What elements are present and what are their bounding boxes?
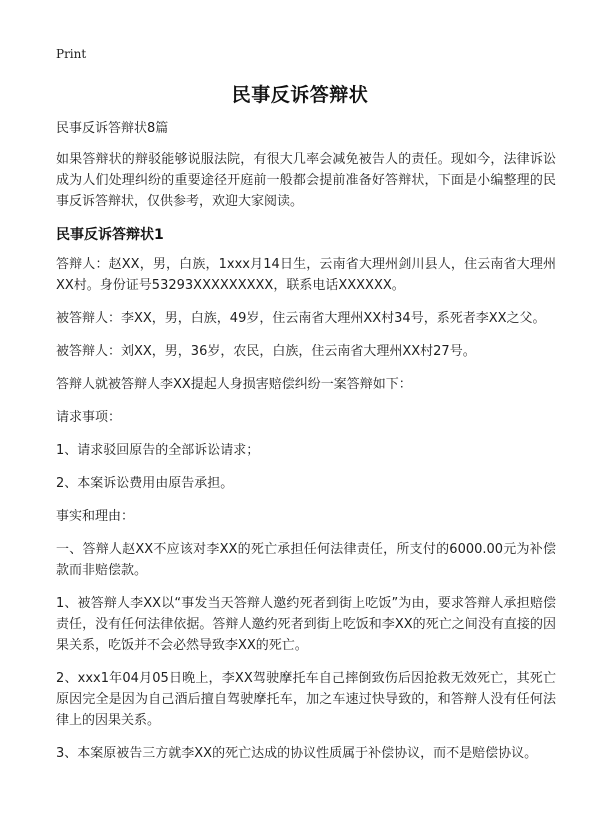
document-subtitle: 民事反诉答辩状8篇 (56, 121, 169, 136)
paragraph-statement: 答辩人就被答辩人李XX提起人身损害赔偿纠纷一案答辩如下： (56, 377, 412, 392)
paragraph-defendant-2: 被答辩人：刘XX，男，36岁，农民，白族，住云南省大理州XX村27号。 (56, 344, 476, 359)
paragraph-fact-3: 3、本案原被告三方就李XX的死亡达成的协议性质属于补偿协议，而不是赔偿协议。 (56, 746, 538, 761)
paragraph-defendant-1: 被答辩人：李XX，男，白族，49岁，住云南省大理州XX村34号，系死者李XX之父。 (56, 311, 546, 326)
document-body (56, 118, 556, 776)
print-label: Print (56, 47, 87, 61)
page-title: 民事反诉答辩状 (231, 84, 369, 106)
intro-paragraph: 如果答辩状的辩驳能够说服法院，有很大几率会减免被告人的责任。现如今，法律诉讼成为人们处理纠纷的重要途径开庭前一般都会提前准备好答辩状，下面是小编整理的民事反诉答辩状，仅供参考，欢迎大家阅读。 (56, 152, 556, 209)
paragraph-claim-2: 2、本案诉讼费用由原告承担。 (56, 476, 234, 491)
paragraph-claims-heading: 请求事项： (56, 410, 122, 425)
paragraph-facts-heading: 事实和理由： (56, 509, 135, 524)
paragraph-fact-main: 一、答辩人赵XX不应该对李XX的死亡承担任何法律责任，所支付的6000.00元为补偿款而非赔偿款。 (56, 542, 556, 578)
paragraph-respondent: 答辩人：赵XX，男，白族，1xxx月14日生，云南省大理州剑川县人，住云南省大理州XX村。身份证号53293XXXXXXXXX，联系电话XXXXXX。 (56, 257, 556, 293)
paragraph-claim-1: 1、请求驳回原告的全部诉讼请求； (56, 443, 260, 458)
paragraph-fact-1: 1、被答辩人李XX以“事发当天答辩人邀约死者到街上吃饭”为由，要求答辩人承担赔偿责任，没有任何法律依据。答辩人邀约死者到街上吃饭和李XX的死亡之间没有直接的因果关系，吃饭并不会必然导致李XX的死亡。 (56, 596, 556, 653)
section-heading: 民事反诉答辩状1 (56, 227, 164, 243)
paragraph-fact-2: 2、xxx1年04月05日晚上，李XX驾驶摩托车自己摔倒致伤后因抢救无效死亡，其死亡原因完全是因为自己酒后擅自驾驶摩托车，加之车速过快导致的，和答辩人没有任何法律上的因果关系。 (56, 671, 556, 728)
